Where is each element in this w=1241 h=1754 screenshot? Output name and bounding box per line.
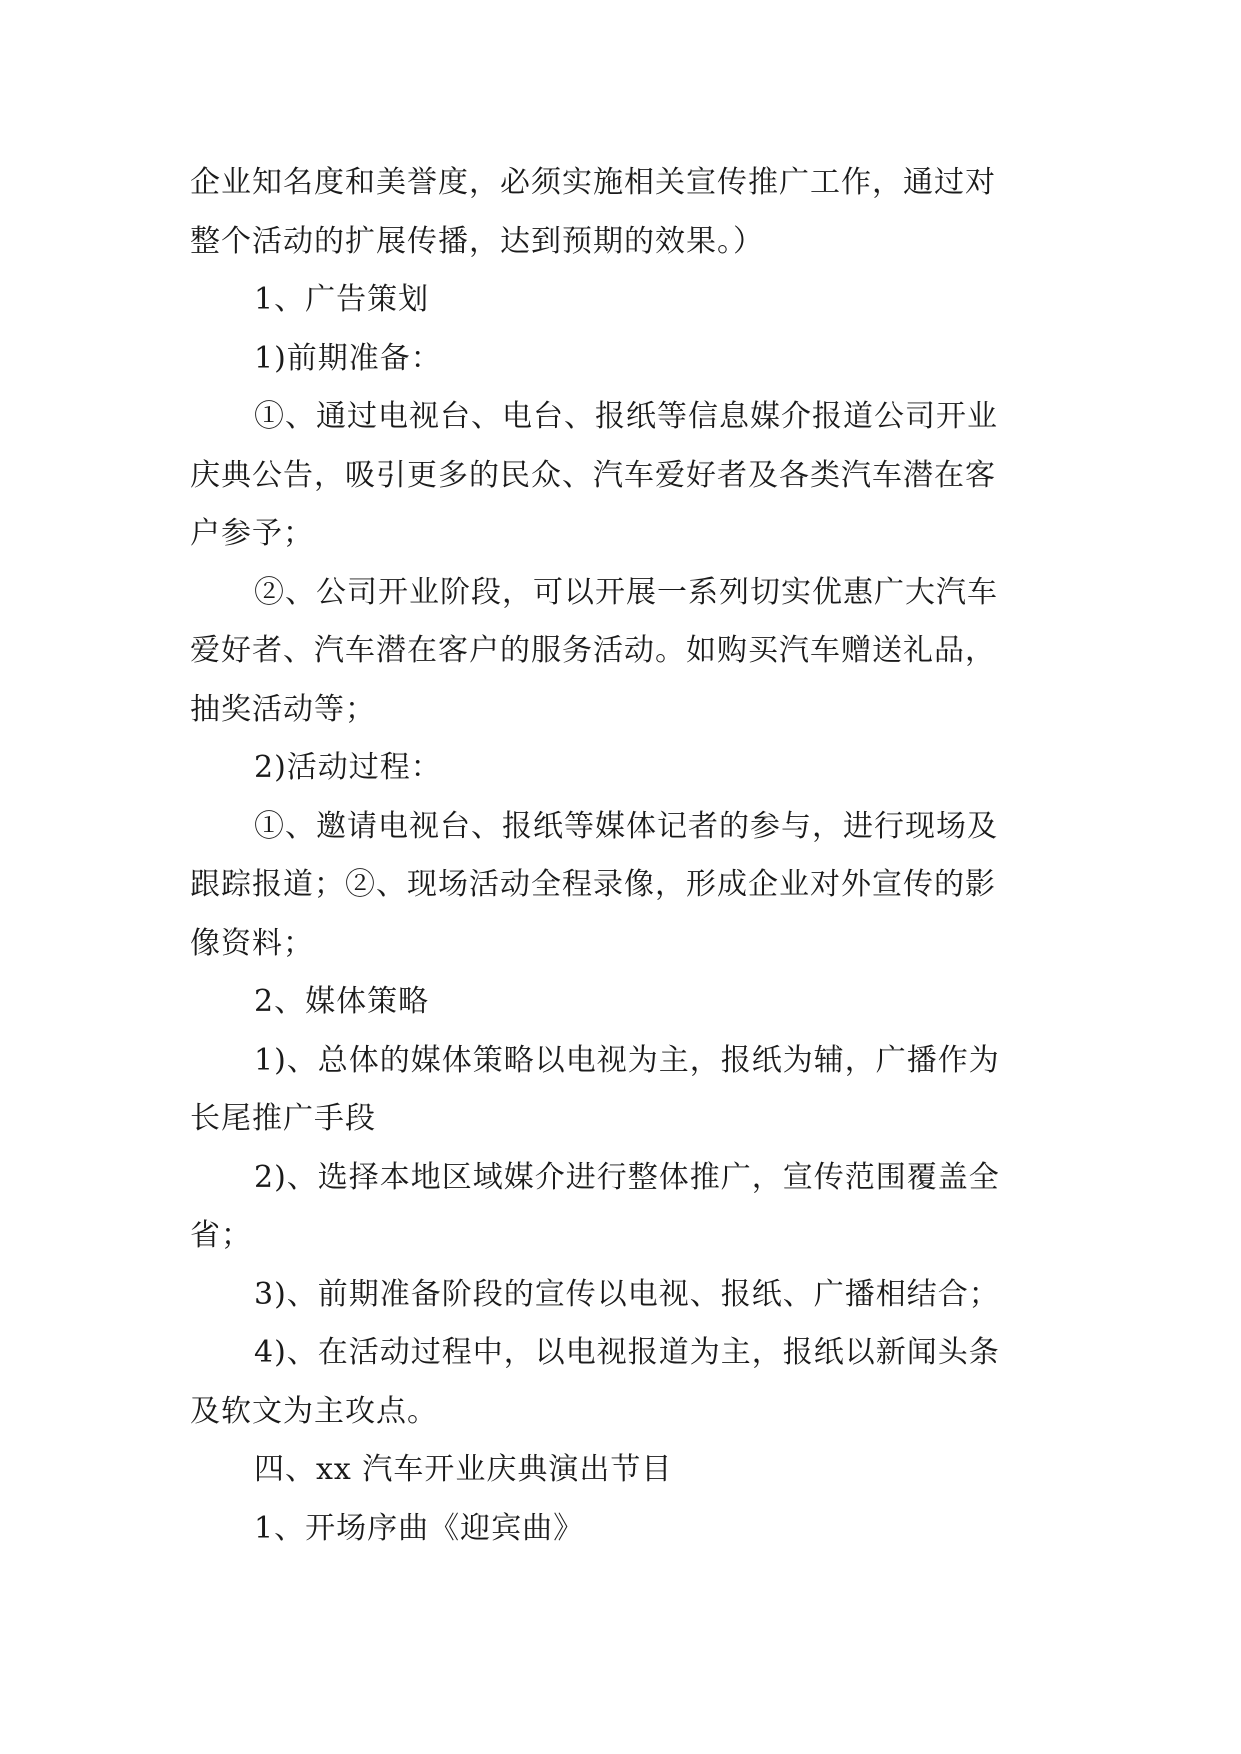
- text-line: 1、开场序曲《迎宾曲》: [254, 1510, 585, 1546]
- text-line: ①、邀请电视台、报纸等媒体记者的参与，进行现场及: [254, 808, 998, 844]
- text-line: 抽奖活动等；: [190, 691, 376, 727]
- text-line: 2、媒体策略: [254, 984, 430, 1019]
- text-line: 跟踪报道；②、现场活动全程录像，形成企业对外宣传的影: [190, 867, 996, 902]
- text-line: 像资料；: [190, 925, 314, 961]
- text-line: 庆典公告，吸引更多的民众、汽车爱好者及各类汽车潜在客: [190, 457, 996, 493]
- text-line: ②、公司开业阶段，可以开展一系列切实优惠广大汽车: [254, 574, 998, 610]
- text-line: 2)活动过程：: [254, 750, 442, 785]
- text-line: ①、通过电视台、电台、报纸等信息媒介报道公司开业: [254, 399, 998, 434]
- text-line: 四、xx 汽车开业庆典演出节目: [254, 1452, 673, 1487]
- text-line: 4)、在活动过程中，以电视报道为主，报纸以新闻头条: [254, 1335, 1000, 1370]
- text-line: 3)、前期准备阶段的宣传以电视、报纸、广播相结合；: [254, 1276, 1000, 1312]
- text-line: 及软文为主攻点。: [190, 1393, 438, 1429]
- text-line: 1)前期准备：: [254, 340, 442, 376]
- text-line: 户参予；: [190, 516, 314, 551]
- text-line: 企业知名度和美誉度，必须实施相关宣传推广工作，通过对: [190, 165, 996, 200]
- text-line: 2)、选择本地区域媒介进行整体推广，宣传范围覆盖全: [254, 1159, 1000, 1195]
- text-line: 1)、总体的媒体策略以电视为主，报纸为辅，广播作为: [254, 1042, 1000, 1078]
- text-line: 长尾推广手段: [190, 1101, 376, 1136]
- text-line: 省；: [190, 1218, 252, 1253]
- text-line: 爱好者、汽车潜在客户的服务活动。如购买汽车赠送礼品，: [190, 633, 996, 668]
- text-line: 整个活动的扩展传播，达到预期的效果。）: [190, 223, 764, 259]
- document-body: [190, 154, 1070, 1558]
- text-line: 1、广告策划: [254, 282, 430, 317]
